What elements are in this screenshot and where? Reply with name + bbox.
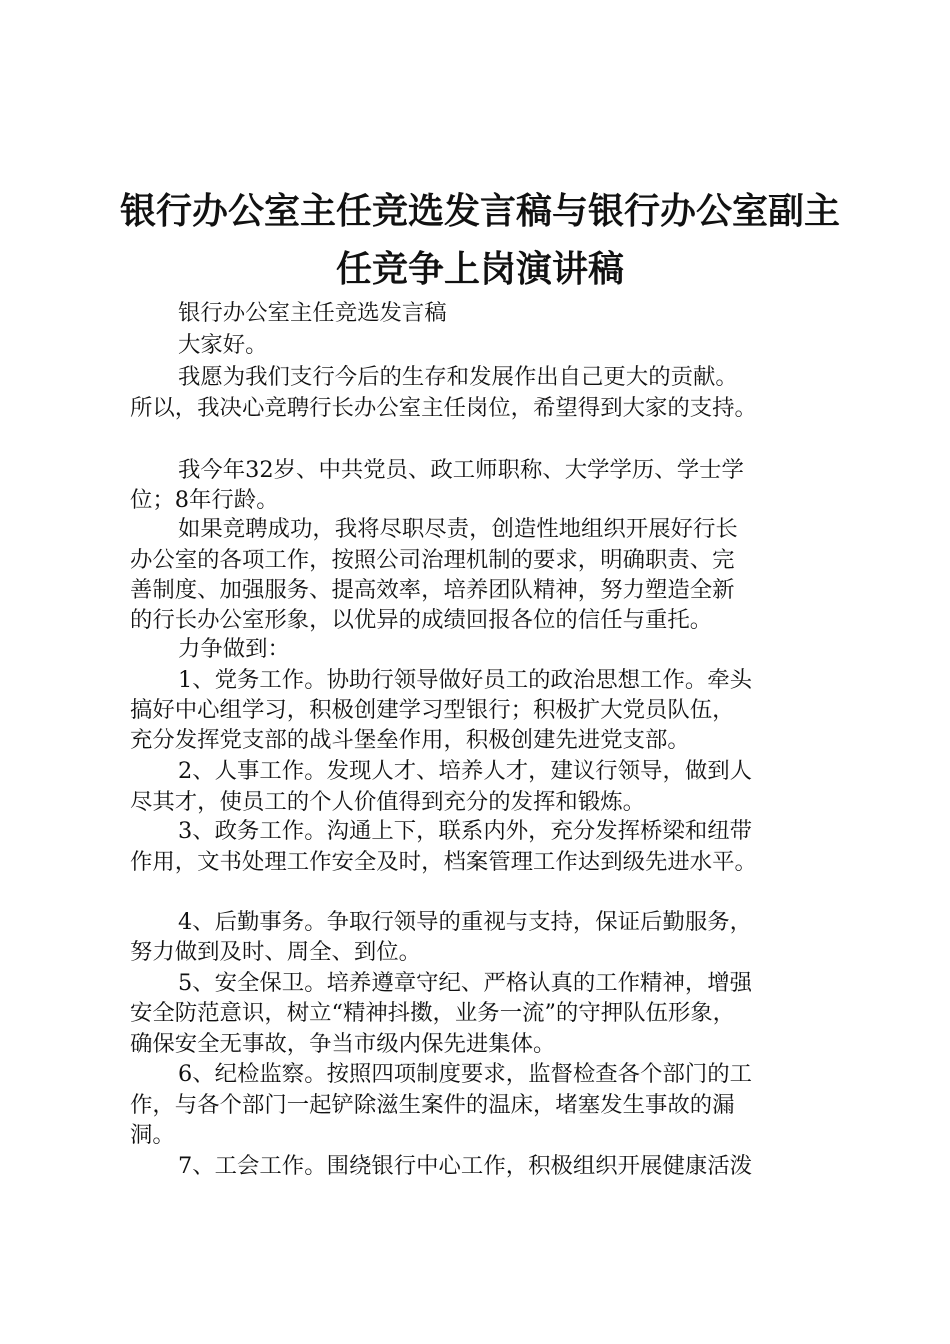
list-item-line: 6、纪检监察。按照四项制度要求，监督检查各个部门的工: [178, 1061, 753, 1087]
document-title-line-1: 银行办公室主任竞选发言稿与银行办公室副主: [120, 191, 841, 232]
greeting-line: 大家好。: [178, 332, 268, 358]
list-item-line: 4、后勤事务。争取行领导的重视与支持，保证后勤服务，: [178, 909, 753, 935]
list-item-line: 7、工会工作。围绕银行中心工作，积极组织开展健康活泼: [178, 1153, 753, 1179]
list-item-line: 1、党务工作。协助行领导做好员工的政治思想工作。牵头: [178, 667, 753, 693]
paragraph-line: 的行长办公室形象，以优异的成绩回报各位的信任与重托。: [130, 607, 713, 633]
list-item-line: 作，与各个部门一起铲除滋生案件的温床，堵塞发生事故的漏: [130, 1092, 735, 1118]
paragraph-line: 我愿为我们支行今后的生存和发展作出自己更大的贡献。: [178, 364, 738, 390]
list-item-line: 确保安全无事故，争当市级内保先进集体。: [130, 1031, 556, 1057]
paragraph-line: 力争做到：: [178, 636, 290, 662]
list-item-line: 2、人事工作。发现人才、培养人才，建议行领导，做到人: [178, 758, 753, 784]
list-item-line: 安全防范意识，树立“精神抖擞，业务一流”的守押队伍形象，: [130, 1000, 736, 1026]
list-item-line: 搞好中心组学习，积极创建学习型银行；积极扩大党员队伍，: [130, 697, 735, 723]
paragraph-line: 办公室的各项工作，按照公司治理机制的要求，明确职责、完: [130, 547, 735, 573]
list-item-line: 尽其才，使员工的个人价值得到充分的发挥和锻炼。: [130, 789, 645, 815]
paragraph-line: 我今年32岁、中共党员、政工师职称、大学学历、学士学: [178, 457, 744, 483]
list-item-line: 洞。: [130, 1122, 175, 1148]
list-item-line: 作用，文书处理工作安全及时，档案管理工作达到级先进水平。: [130, 849, 757, 875]
list-item-line: 3、政务工作。沟通上下，联系内外，充分发挥桥梁和纽带: [178, 818, 753, 844]
list-item-line: 努力做到及时、周全、到位。: [130, 939, 422, 965]
paragraph-line: 位；8年行龄。: [130, 487, 279, 513]
list-item-line: 5、安全保卫。培养遵章守纪、严格认真的工作精神，增强: [178, 970, 753, 996]
document-title-line-2: 任竞争上岗演讲稿: [335, 249, 624, 290]
list-item-line: 充分发挥党支部的战斗堡垒作用，积极创建先进党支部。: [130, 727, 690, 753]
paragraph-line: 如果竞聘成功，我将尽职尽责，创造性地组织开展好行长: [178, 516, 738, 542]
paragraph-line: 善制度、加强服务、提高效率，培养团队精神，努力塑造全新: [130, 577, 735, 603]
subtitle-line: 银行办公室主任竞选发言稿: [178, 300, 447, 326]
paragraph-line: 所以，我决心竞聘行长办公室主任岗位，希望得到大家的支持。: [130, 395, 757, 421]
